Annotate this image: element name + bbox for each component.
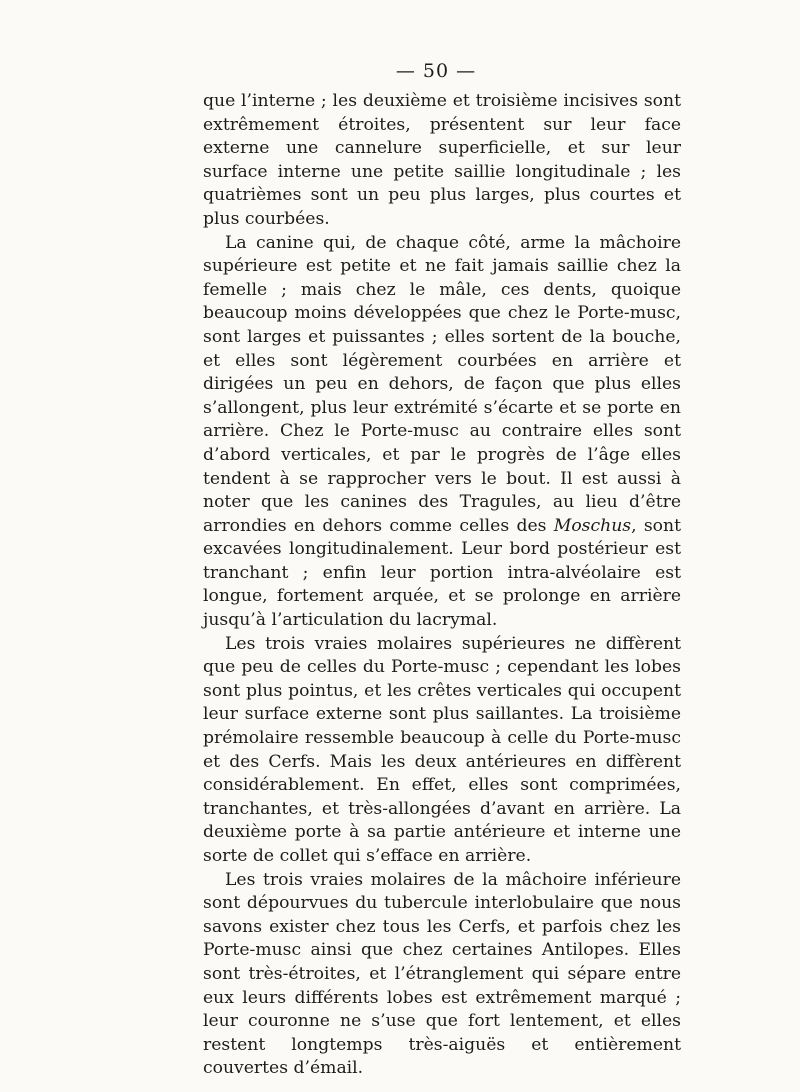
- page-number: — 50 —: [395, 60, 477, 82]
- paragraph-canine-part-2: , sont excavées longitudinalement. Leur bord postérieur est tranchant ; enfin leur portion intra-alvéolaire est longue, fortement arquée, et se prolonge en arrière jusqu’à l’articulation du lacrymal.: [203, 515, 681, 631]
- paragraph-canine: [203, 232, 681, 633]
- paragraph-lower-molars: Les trois vraies molaires de la mâchoire inférieure sont dépourvues du tubercule interlobulaire que nous savons exister chez tous les Cerfs, et parfois chez les Porte-musc ainsi que chez certaines Antilopes. Elles sont très-étroites, et l’étranglement qui sépare entre eux leurs différents lobes est extrêmement marqué ; leur couronne ne s’use que fort lentement, et elles restent longtemps très-aiguës et entièrement couvertes d’émail.: [203, 869, 681, 1079]
- paragraph-canine-part-1: La canine qui, de chaque côté, arme la mâchoire supérieure est petite et ne fait jamais saillie chez la femelle ; mais chez le mâle, ces dents, quoique beaucoup moins développées que chez le Porte-musc, sont larges et puissantes ; elles sortent de la bouche, et elles sont légèrement courbées en arrière et dirigées un peu en dehors, de façon que plus elles s’allongent, plus leur extrémité s’écarte et se porte en arrière. Chez le Porte-musc au contraire elles sont d’abord verticales, et par le progrès de l’âge elles tendent à se rapprocher vers le bout. Il est aussi à noter que les canines des Tragules, au lieu d’être arrondies en dehors comme celles des: [203, 232, 681, 536]
- paragraph-upper-molars: Les trois vraies molaires supérieures ne diffèrent que peu de celles du Porte-musc ; cependant les lobes sont plus pointus, et les crêtes verticales qui occupent leur surface externe sont plus saillantes. La troisième prémolaire ressemble beaucoup à celle du Porte-musc et des Cerfs. Mais les deux antérieures en diffèrent considérablement. En effet, elles sont comprimées, tranchantes, et très-allongées d’avant en arrière. La deuxième porte à sa partie antérieure et interne une sorte de collet qui s’efface en arrière.: [203, 633, 681, 866]
- species-name-moschus: Moschus: [553, 515, 632, 536]
- body-text: [203, 90, 681, 1081]
- paragraph-incisives: que l’interne ; les deuxième et troisième incisives sont extrêmement étroites, présentent sur leur face externe une cannelure superficielle, et sur leur surface interne une petite saillie longitudinale ; les quatrièmes sont un peu plus larges, plus courtes et plus courbées.: [203, 91, 681, 229]
